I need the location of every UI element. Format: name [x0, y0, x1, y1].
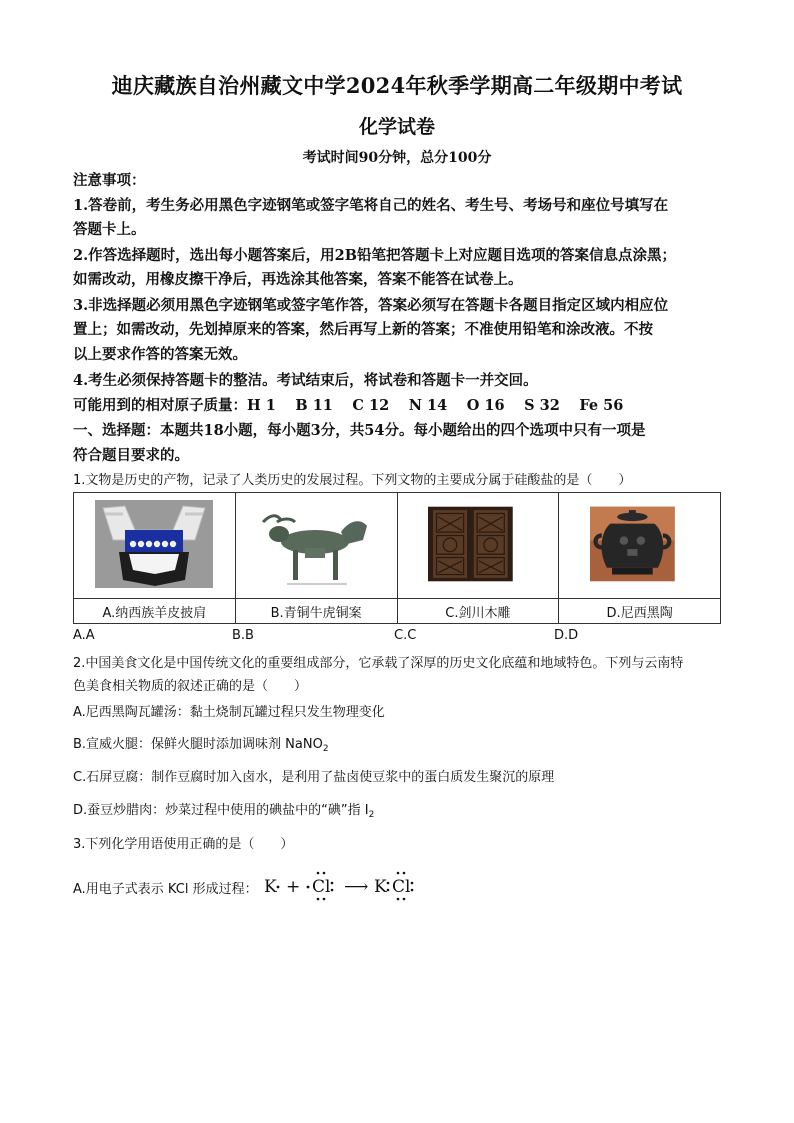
sheepskin-cape-image: [95, 500, 213, 588]
eq-cl: Cl: [311, 877, 331, 897]
notes-heading: 注意事项：: [73, 172, 146, 189]
image-cell-c: [397, 493, 559, 599]
jianchuan-woodcarving-image: [428, 500, 528, 588]
subscript: 2: [368, 810, 375, 820]
option-b-text: B.宣威火腿：保鲜火腿时添加调味剂 NaNO: [73, 737, 323, 752]
subject-title: 化学试卷: [358, 116, 435, 138]
question-1-stem: 1.文物是历史的产物，记录了人类历史的发展过程。下列文物的主要成分属于硅酸盐的是（ ）: [73, 473, 632, 488]
option-d[interactable]: D.D: [554, 628, 579, 643]
question-2-option-c[interactable]: C.石屏豆腐：制作豆腐时加入卤水，是利用了盐卤使豆浆中的蛋白质发生聚沉的原理: [73, 770, 555, 785]
option-a-label: A.用电子式表示 KCl 形成过程：: [73, 881, 258, 897]
eq-product-cl: Cl: [391, 877, 411, 897]
question-3-stem: 3.下列化学用语使用正确的是（ ）: [73, 837, 294, 852]
question-2-option-a[interactable]: A.尼西黑陶瓦罐汤：黏土烧制瓦罐过程只发生物理变化: [73, 705, 385, 720]
image-cell-b: [235, 493, 397, 599]
section-heading-cont: 符合题目要求的。: [73, 447, 189, 464]
atomic-masses: 可能用到的相对原子质量：H 1 B 11 C 12 N 14 O 16 S 32 Fe 56: [73, 397, 624, 414]
bronze-ox-tiger-table-image: [257, 500, 375, 588]
subscript: 2: [322, 744, 329, 754]
caption-d: D.尼西黑陶: [559, 599, 721, 624]
option-a[interactable]: A.A: [73, 628, 95, 643]
caption-b: B.青铜牛虎铜案: [235, 599, 397, 624]
exam-info: 考试时间90分钟，总分100分: [302, 150, 492, 166]
option-b[interactable]: B.B: [232, 628, 254, 643]
note-line: 答题卡上。: [73, 221, 146, 238]
exam-title: 迪庆藏族自治州藏文中学2024年秋季学期高二年级期中考试: [111, 73, 683, 98]
note-line: 置上；如需改动，先划掉原来的答案，然后再写上新的答案；不准使用铅笔和涂改液。不按: [73, 321, 653, 338]
note-line: 如需改动，用橡皮擦干净后，再选涂其他答案，答案不能答在试卷上。: [73, 271, 523, 288]
note-line: 以上要求作答的答案无效。: [73, 346, 247, 363]
question-2-stem-cont: 色美食相关物质的叙述正确的是（ ）: [73, 679, 308, 694]
note-line: 2.作答选择题时，选出每小题答案后，用2B铅笔把答题卡上对应题目选项的答案信息点涂黑；: [73, 247, 676, 264]
caption-c: C.剑川木雕: [397, 599, 559, 624]
question-1-image-table: [73, 492, 721, 624]
eq-product-k: K: [373, 877, 387, 897]
eq-plus: +: [285, 877, 300, 897]
image-cell-d: [559, 493, 721, 599]
eq-k: K: [263, 877, 277, 897]
option-d-text: D.蚕豆炒腊肉：炒菜过程中使用的碘盐中的“碘”指 I: [73, 803, 369, 818]
nixi-black-pottery-image: [590, 500, 690, 588]
note-line: 3.非选择题必须用黑色字迹钢笔或签字笔作答，答案必须写在答题卡各题目指定区域内相应位: [73, 297, 669, 314]
note-line: 1.答卷前，考生务必用黑色字迹钢笔或签字笔将自己的姓名、考生号、考场号和座位号填写在: [73, 197, 669, 214]
question-3-option-a[interactable]: [73, 870, 442, 904]
question-2-stem: 2.中国美食文化是中国传统文化的重要组成部分，它承载了深厚的历史文化底蕴和地域特色。下列与云南特: [73, 656, 684, 671]
kcl-electron-formula: [262, 870, 442, 904]
note-line: 4.考生必须保持答题卡的整洁。考试结束后，将试卷和答题卡一并交回。: [73, 372, 538, 389]
image-cell-a: [74, 493, 236, 599]
section-heading: 一、选择题：本题共18小题，每小题3分，共54分。每小题给出的四个选项中只有一项是: [73, 422, 646, 439]
question-2-option-b[interactable]: [73, 735, 733, 759]
option-c[interactable]: C.C: [394, 628, 417, 643]
caption-a: A.纳西族羊皮披肩: [74, 599, 236, 624]
eq-arrow: ⟶: [343, 877, 368, 897]
question-2-option-d[interactable]: [73, 801, 733, 825]
